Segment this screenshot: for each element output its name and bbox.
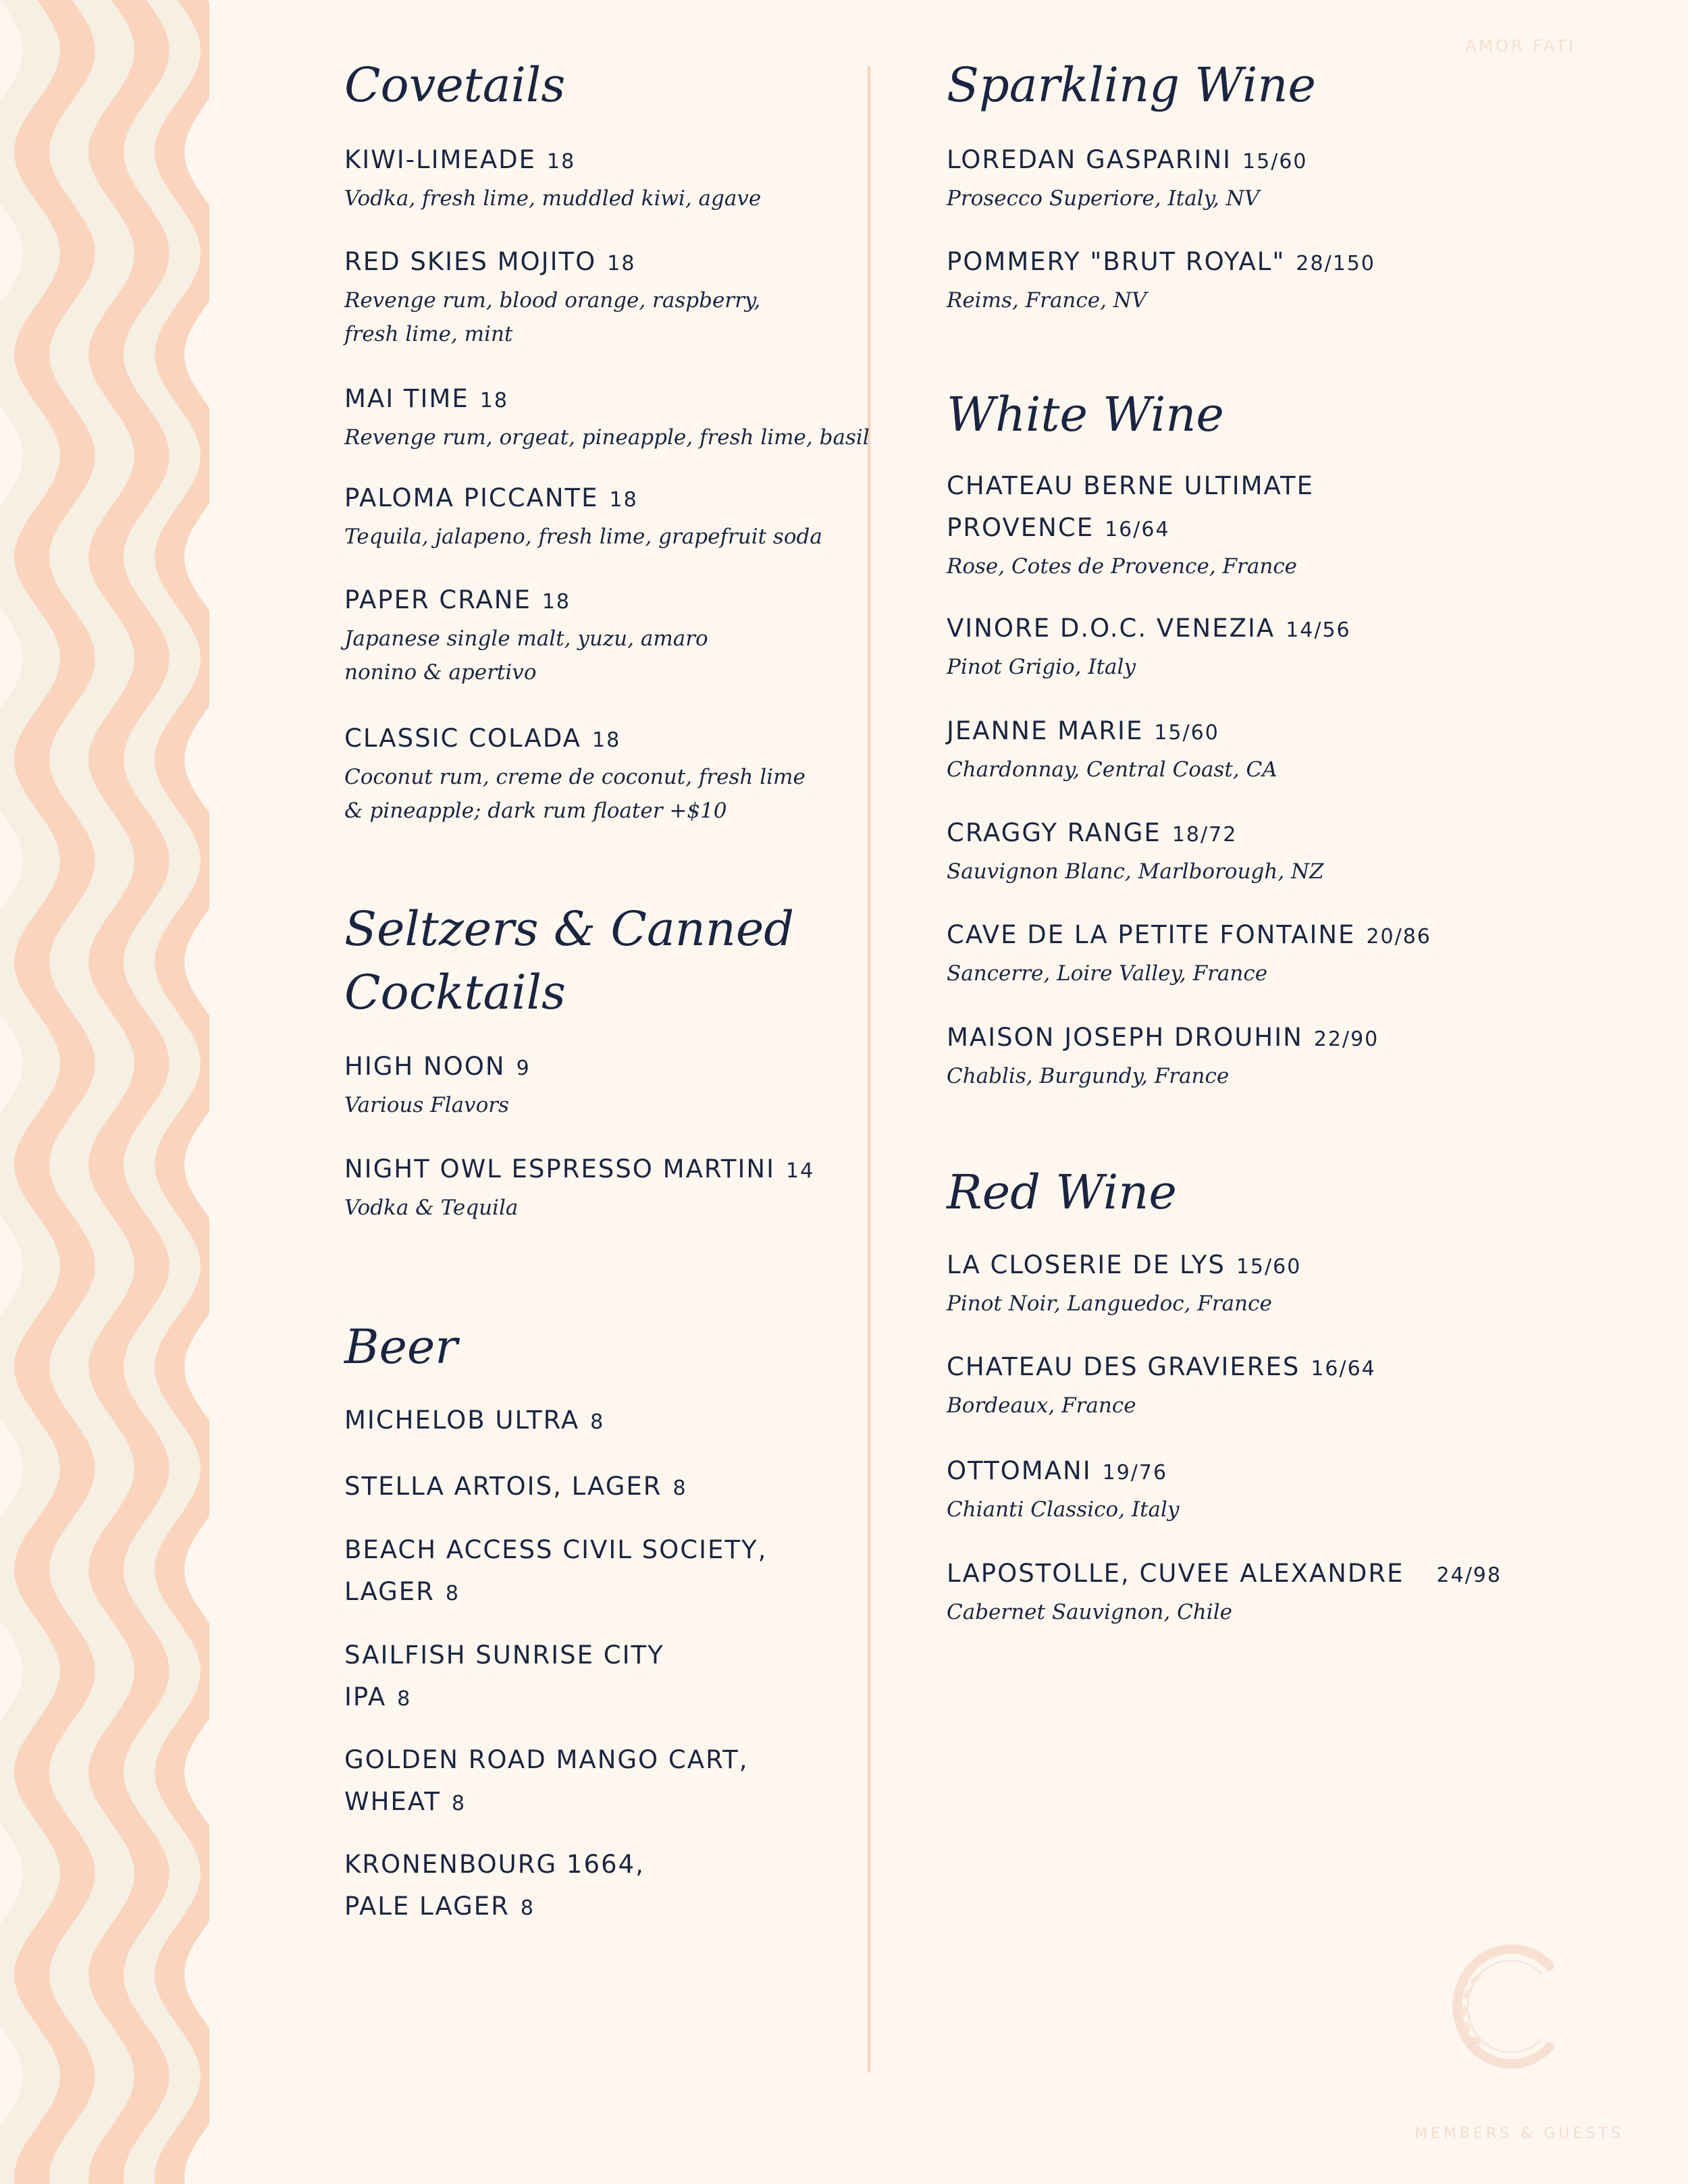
menu-item-paloma-piccante bbox=[344, 477, 822, 555]
item-name: STELLA ARTOIS, LAGER bbox=[344, 1472, 662, 1501]
item-description: Sancerre, Loire Valley, France bbox=[947, 961, 1268, 986]
item-price: 16/64 bbox=[1105, 518, 1170, 541]
item-description: Chablis, Burgundy, France bbox=[947, 1064, 1230, 1088]
menu-item-mai-time bbox=[344, 378, 870, 456]
menu-item-pommery bbox=[947, 241, 1375, 319]
item-name: JEANNE MARIE bbox=[947, 716, 1144, 745]
item-description: Coconut rum, creme de coconut, fresh lime bbox=[344, 765, 806, 789]
item-description: Bordeaux, France bbox=[947, 1393, 1136, 1418]
item-price: 8 bbox=[672, 1476, 687, 1500]
item-price: 8 bbox=[397, 1687, 412, 1711]
menu-item-ottomani bbox=[947, 1450, 1179, 1528]
section-title-red-wine: Red Wine bbox=[947, 1165, 1177, 1220]
menu-item-craggy-range bbox=[947, 812, 1324, 890]
item-name: RED SKIES MOJITO bbox=[344, 247, 597, 276]
item-price: 18 bbox=[542, 590, 571, 614]
item-name: OTTOMANI bbox=[947, 1456, 1092, 1485]
menu-item-maison-joseph-drouhin bbox=[947, 1017, 1379, 1094]
item-price: 20/86 bbox=[1366, 925, 1431, 949]
item-price: 22/90 bbox=[1313, 1028, 1379, 1051]
item-name: MICHELOB ULTRA bbox=[344, 1406, 580, 1435]
menu-item-beach-access bbox=[344, 1529, 767, 1615]
brand-name: AMOR FATI bbox=[1465, 36, 1577, 55]
section-title-beer: Beer bbox=[344, 1319, 458, 1375]
item-name: POMMERY "BRUT ROYAL" bbox=[947, 247, 1286, 276]
item-name: VINORE D.O.C. VENEZIA bbox=[947, 614, 1275, 643]
item-name: CRAGGY RANGE bbox=[947, 818, 1161, 847]
item-price: 16/64 bbox=[1311, 1357, 1376, 1381]
item-name: HIGH NOON bbox=[344, 1052, 506, 1081]
item-name: LA CLOSERIE DE LYS bbox=[947, 1250, 1225, 1279]
item-description: Revenge rum, orgeat, pineapple, fresh lime, basil bbox=[344, 425, 870, 450]
menu-item-loredan-gasparini bbox=[947, 139, 1308, 217]
item-price: 18 bbox=[609, 488, 638, 512]
menu-item-golden-road bbox=[344, 1739, 748, 1825]
item-name: SAILFISH SUNRISE CITY bbox=[344, 1641, 664, 1670]
item-name: PAPER CRANE bbox=[344, 585, 531, 614]
item-name-line2: LAGER bbox=[344, 1577, 435, 1606]
item-price: 8 bbox=[451, 1792, 466, 1815]
item-name: PALOMA PICCANTE bbox=[344, 483, 599, 512]
item-name: CAVE DE LA PETITE FONTAINE bbox=[947, 920, 1356, 949]
menu-item-chateau-berne bbox=[947, 465, 1314, 585]
section-title-sparkling-wine: Sparkling Wine bbox=[947, 57, 1316, 113]
item-price: 14/56 bbox=[1286, 618, 1351, 642]
item-name: LAPOSTOLLE, CUVEE ALEXANDRE bbox=[947, 1559, 1404, 1588]
item-description: Rose, Cotes de Provence, France bbox=[947, 554, 1298, 579]
item-description: nonino & apertivo bbox=[344, 660, 537, 685]
item-name: LOREDAN GASPARINI bbox=[947, 145, 1232, 174]
section-title-covetails: Covetails bbox=[344, 57, 566, 113]
item-name: GOLDEN ROAD MANGO CART, bbox=[344, 1745, 749, 1774]
item-price: 18 bbox=[547, 150, 576, 174]
item-description: Japanese single malt, yuzu, amaro bbox=[344, 627, 708, 651]
item-price: 18/72 bbox=[1171, 823, 1238, 847]
menu-item-kiwi-limeade bbox=[344, 139, 761, 217]
item-name-line2: IPA bbox=[344, 1682, 387, 1711]
menu-item-vinore bbox=[947, 608, 1351, 685]
item-description: Prosecco Superiore, Italy, NV bbox=[947, 186, 1260, 211]
item-description: Pinot Grigio, Italy bbox=[947, 655, 1136, 679]
item-price: 8 bbox=[445, 1582, 460, 1605]
item-name: CLASSIC COLADA bbox=[344, 724, 581, 753]
menu-item-chateau-des-gravieres bbox=[947, 1346, 1376, 1424]
item-description: Revenge rum, blood orange, raspberry, bbox=[344, 288, 761, 313]
item-description: Chianti Classico, Italy bbox=[947, 1497, 1180, 1522]
menu-item-paper-crane bbox=[344, 579, 708, 691]
item-description: Chardonnay, Central Coast, CA bbox=[947, 757, 1277, 782]
item-description: Tequila, jalapeno, fresh lime, grapefruit soda bbox=[344, 525, 822, 549]
item-name: KIWI-LIMEADE bbox=[344, 145, 537, 174]
section-title-seltzers: Seltzers & Canned bbox=[344, 901, 795, 957]
item-name: KRONENBOURG 1664, bbox=[344, 1850, 645, 1879]
item-name: MAISON JOSEPH DROUHIN bbox=[947, 1023, 1303, 1052]
item-name-line2: PROVENCE bbox=[947, 513, 1094, 542]
item-description: Sauvignon Blanc, Marlborough, NZ bbox=[947, 859, 1324, 884]
item-name-line2: PALE LAGER bbox=[344, 1892, 510, 1921]
menu-item-sailfish-sunrise bbox=[344, 1634, 664, 1720]
menu-item-night-owl bbox=[344, 1148, 814, 1226]
menu-item-high-noon bbox=[344, 1046, 531, 1123]
item-name: CHATEAU DES GRAVIERES bbox=[947, 1352, 1300, 1381]
item-price: 18 bbox=[479, 389, 508, 412]
item-description: Cabernet Sauvignon, Chile bbox=[947, 1600, 1232, 1624]
item-price: 15/60 bbox=[1242, 150, 1308, 174]
menu-item-lapostolle bbox=[947, 1553, 1502, 1630]
item-price: 28/150 bbox=[1296, 252, 1375, 275]
item-description: Pinot Noir, Languedoc, France bbox=[947, 1291, 1272, 1316]
item-price: 15/60 bbox=[1154, 721, 1219, 745]
item-price: 18 bbox=[591, 728, 621, 752]
item-price: 19/76 bbox=[1102, 1461, 1168, 1485]
section-title-white-wine: White Wine bbox=[947, 387, 1224, 442]
item-price: 18 bbox=[607, 252, 636, 275]
item-description: fresh lime, mint bbox=[344, 322, 513, 346]
menu-item-red-skies-mojito bbox=[344, 241, 760, 352]
menu-item-jeanne-marie bbox=[947, 710, 1277, 788]
item-price: 24/98 bbox=[1436, 1564, 1502, 1587]
tagline: MEMBERS & GUESTS bbox=[1415, 2125, 1624, 2142]
item-name: NIGHT OWL ESPRESSO MARTINI bbox=[344, 1154, 776, 1183]
menu-item-classic-colada bbox=[344, 718, 806, 829]
wave-stripes-decoration bbox=[0, 0, 209, 2184]
item-name: CHATEAU BERNE ULTIMATE bbox=[947, 471, 1314, 500]
item-description: Reims, France, NV bbox=[947, 288, 1147, 313]
item-price: 9 bbox=[516, 1057, 531, 1080]
item-name-line2: WHEAT bbox=[344, 1787, 441, 1816]
item-description: Various Flavors bbox=[344, 1093, 509, 1117]
item-price: 15/60 bbox=[1236, 1255, 1302, 1279]
item-description: & pineapple; dark rum floater +$10 bbox=[344, 799, 727, 823]
menu-item-michelob-ultra bbox=[344, 1400, 604, 1443]
item-description: Vodka & Tequila bbox=[344, 1196, 519, 1220]
club-logo-icon bbox=[1448, 1939, 1570, 2074]
column-divider bbox=[868, 66, 870, 2073]
item-name: BEACH ACCESS CIVIL SOCIETY, bbox=[344, 1535, 768, 1564]
item-price: 8 bbox=[520, 1896, 535, 1920]
menu-item-cave-de-la-petite-fontaine bbox=[947, 914, 1431, 992]
item-price: 14 bbox=[786, 1159, 815, 1183]
item-name: MAI TIME bbox=[344, 384, 469, 413]
section-title-seltzers-line2: Cocktails bbox=[344, 965, 566, 1020]
item-description: Vodka, fresh lime, muddled kiwi, agave bbox=[344, 186, 762, 211]
item-price: 8 bbox=[590, 1410, 605, 1434]
menu-item-stella-artois bbox=[344, 1466, 687, 1510]
menu-item-kronenbourg bbox=[344, 1844, 645, 1929]
menu-item-la-closerie-de-lys bbox=[947, 1244, 1301, 1322]
